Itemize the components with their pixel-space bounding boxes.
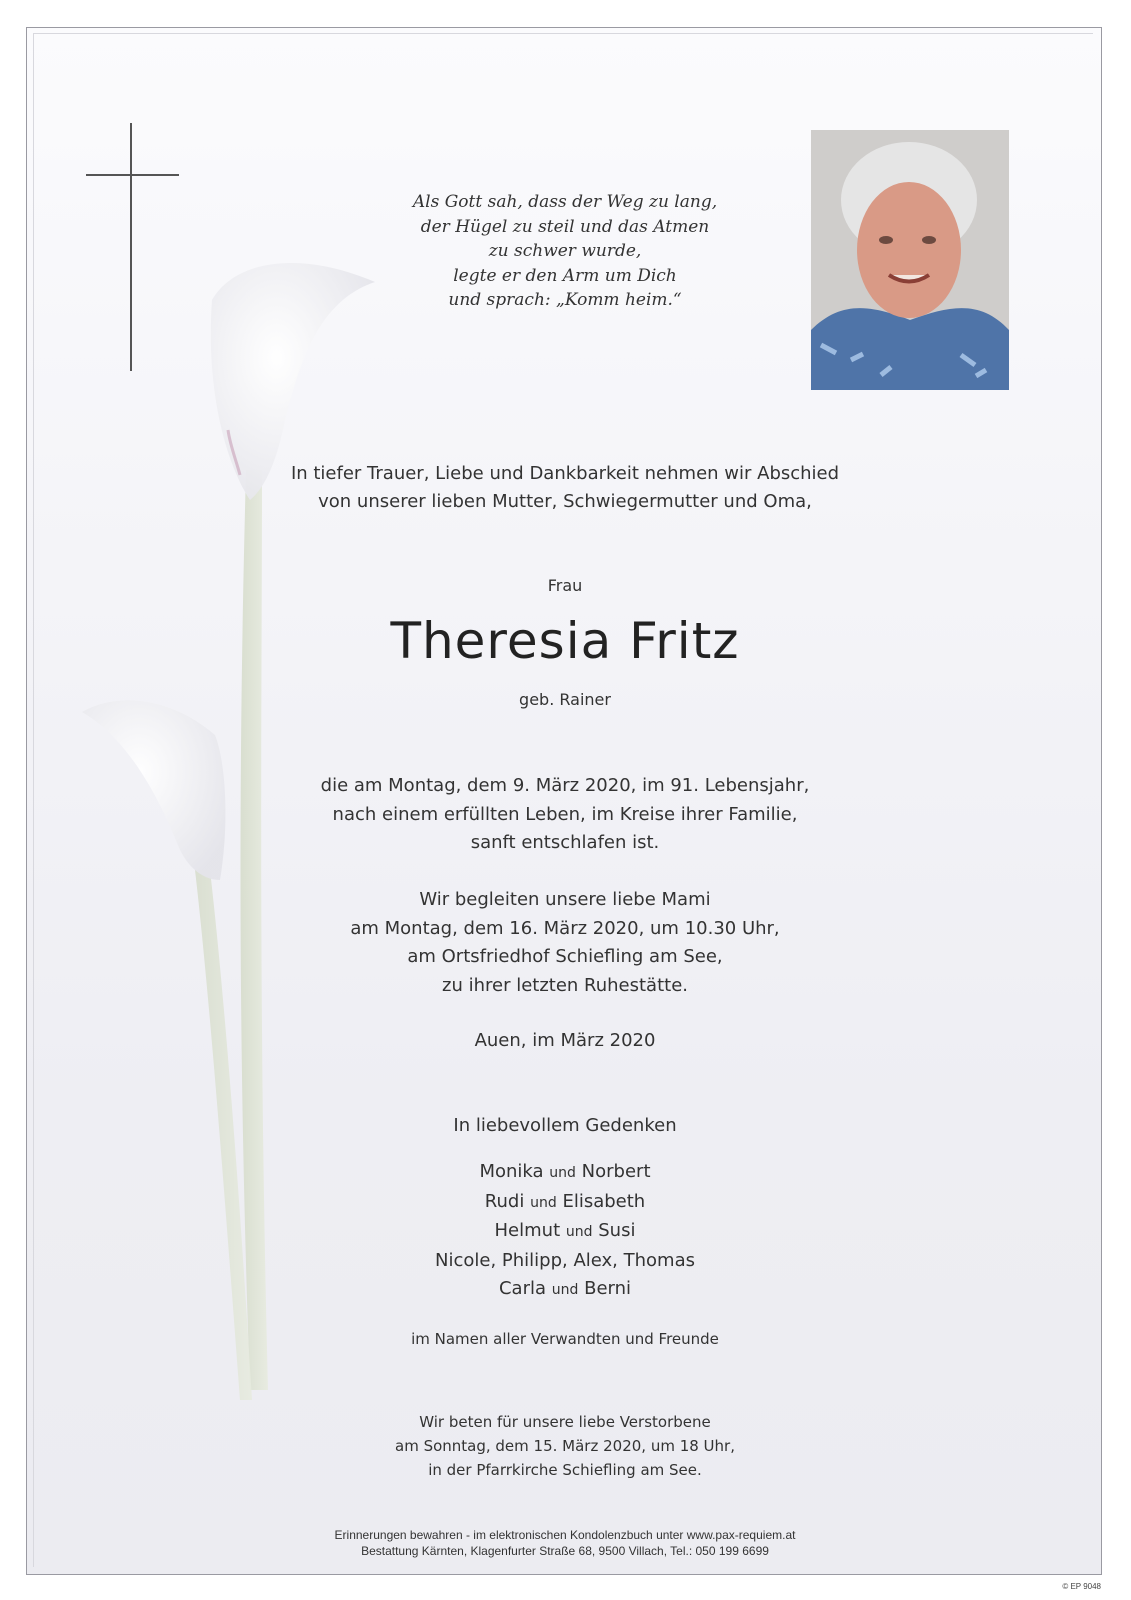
deceased-name: Theresia Fritz bbox=[390, 612, 740, 670]
mass-notice-line: Wir beten für unsere liebe Verstorbene bbox=[419, 1413, 711, 1431]
family-name: Elisabeth bbox=[562, 1190, 646, 1212]
family-name: Rudi bbox=[484, 1190, 525, 1212]
intro-line: In tiefer Trauer, Liebe und Dankbarkeit nehmen wir Abschied bbox=[290, 463, 840, 484]
family-line bbox=[250, 1188, 880, 1218]
place-date: Auen, im März 2020 bbox=[474, 1030, 656, 1051]
footer-line: Erinnerungen bewahren - im elektronischen Kondolenzbuch unter www.pax-requiem.at bbox=[334, 1528, 796, 1542]
family-name: Helmut bbox=[494, 1220, 561, 1241]
family-name: Norbert bbox=[581, 1161, 651, 1182]
funeral-notice-line: am Montag, dem 16. März 2020, um 10.30 Uhr, bbox=[350, 917, 780, 939]
and-word: und bbox=[551, 1282, 579, 1298]
cross-vertical bbox=[130, 123, 132, 371]
verse-line: und sprach: „Komm heim.“ bbox=[448, 290, 682, 310]
death-notice bbox=[250, 772, 880, 858]
funeral-notice-line: zu ihrer letzten Ruhestätte. bbox=[442, 974, 688, 996]
mass-notice-line: in der Pfarrkirche Schiefling am See. bbox=[428, 1461, 702, 1479]
and-word: und bbox=[565, 1224, 593, 1240]
verse-block bbox=[250, 190, 880, 313]
family-list bbox=[250, 1158, 880, 1305]
family-line bbox=[250, 1247, 880, 1276]
intro-block bbox=[250, 460, 880, 516]
verse-line: zu schwer wurde, bbox=[488, 241, 642, 261]
salutation: Frau bbox=[547, 576, 583, 595]
verse-line: der Hügel zu steil und das Atmen bbox=[420, 216, 710, 237]
family-name: Monika bbox=[479, 1161, 544, 1182]
intro-line: von unserer lieben Mutter, Schwiegermutter und Oma, bbox=[318, 491, 812, 512]
memory-heading: In liebevollem Gedenken bbox=[453, 1115, 677, 1136]
birth-name: geb. Rainer bbox=[519, 690, 611, 709]
verse-line: Als Gott sah, dass der Weg zu lang, bbox=[412, 192, 718, 212]
family-name: Nicole, Philipp, Alex, Thomas bbox=[435, 1249, 695, 1271]
family-name: Carla bbox=[498, 1278, 546, 1299]
relatives-line: im Namen aller Verwandten und Freunde bbox=[411, 1330, 719, 1348]
funeral-notice bbox=[250, 886, 880, 1000]
family-line bbox=[250, 1275, 880, 1305]
death-notice-line: nach einem erfüllten Leben, im Kreise ihrer Familie, bbox=[332, 803, 798, 825]
family-line bbox=[250, 1217, 880, 1247]
funeral-notice-line: am Ortsfriedhof Schiefling am See, bbox=[407, 946, 723, 967]
death-notice-line: sanft entschlafen ist. bbox=[470, 832, 660, 853]
death-notice-line: die am Montag, dem 9. März 2020, im 91. Lebensjahr, bbox=[320, 775, 810, 796]
and-word: und bbox=[530, 1194, 557, 1211]
footer-line: Bestattung Kärnten, Klagenfurter Straße 68, 9500 Villach, Tel.: 050 199 6699 bbox=[361, 1544, 769, 1558]
and-word: und bbox=[549, 1165, 576, 1181]
funeral-notice-line: Wir begleiten unsere liebe Mami bbox=[419, 889, 711, 910]
footer bbox=[250, 1527, 880, 1559]
mass-notice-line: am Sonntag, dem 15. März 2020, um 18 Uhr, bbox=[395, 1437, 735, 1455]
mass-notice bbox=[250, 1410, 880, 1482]
verse-line: legte er den Arm um Dich bbox=[453, 265, 677, 286]
family-name: Susi bbox=[598, 1220, 636, 1241]
family-line bbox=[250, 1158, 880, 1188]
family-name: Berni bbox=[584, 1278, 632, 1299]
print-code: © EP 9048 bbox=[1062, 1582, 1101, 1591]
cross-horizontal bbox=[86, 174, 179, 176]
